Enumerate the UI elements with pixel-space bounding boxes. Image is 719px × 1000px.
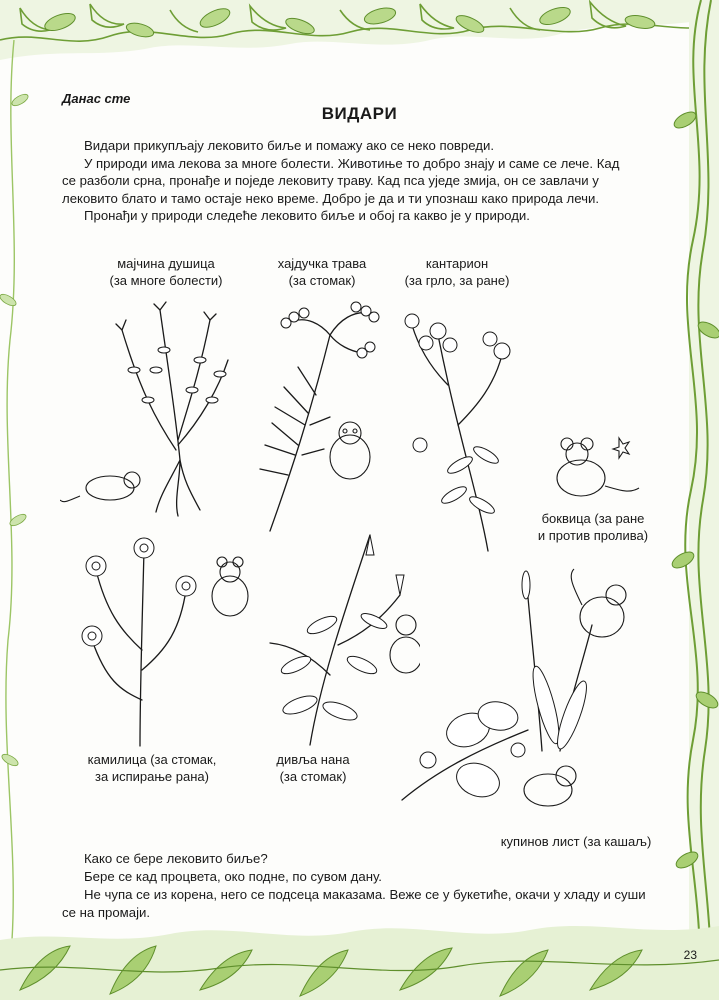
blackberry-illustration: [398, 690, 588, 825]
page-number: 23: [683, 948, 697, 962]
plant-name: купинов лист (за кашаљ): [500, 834, 652, 849]
label-wild-mint: [258, 751, 368, 785]
label-plantain: [528, 510, 658, 544]
intro-paragraph: У природи има лекова за многе болести. Животиње то добро знају и саме се лече. Кад се разболи срна, пронађе и поједе лековиту траву. Кад пса уједе змија, он се завлачи у лековито блато и тамо остаје неко време. Добро је да и ти упознаш како природа лечи.: [62, 155, 620, 206]
thyme-illustration: [60, 290, 260, 520]
harvest-answer: Бере се кад процвета, око подне, по сувом дану.: [84, 869, 382, 884]
top-leaf-border: [0, 0, 719, 92]
section-label: Данас сте: [62, 91, 131, 106]
chamomile-illustration: [70, 530, 250, 750]
label-st-johns-wort: [392, 255, 522, 289]
intro-paragraph: Видари прикупљају лековито биље и помажу ако се неко повреди.: [84, 138, 495, 153]
plant-name: дивља нана: [276, 752, 350, 767]
plant-use: (за многе болести): [109, 273, 223, 288]
harvest-question: Како се бере лековито биље?: [84, 851, 268, 866]
plant-use: (за стомак): [288, 273, 356, 288]
plant-use: (за грло, за ране): [404, 273, 510, 288]
page-title: ВИДАРИ: [321, 104, 398, 123]
plant-name: кантарион: [425, 256, 489, 271]
plant-name: камилица (за стомак,: [87, 752, 217, 767]
wild-mint-illustration: [250, 525, 420, 750]
plant-use: за испирање рана): [95, 769, 209, 784]
st-johns-wort-illustration: [398, 295, 528, 555]
left-vine-border: [0, 40, 40, 940]
label-yarrow: [262, 255, 382, 289]
mouse-illustration: [535, 430, 645, 510]
label-chamomile: [78, 751, 226, 785]
yarrow-illustration: [250, 295, 400, 535]
harvest-method: Не чупа се из корена, него се подсеца маказама. Веже се у букетиће, окачи у хладу и суши се на промаји.: [62, 887, 646, 920]
bottom-leaf-border: [0, 910, 719, 1000]
plant-use: (за стомак): [279, 769, 347, 784]
harvest-instructions: [62, 850, 662, 922]
intro-text: [62, 137, 632, 225]
plant-name: хајдучка трава: [277, 256, 367, 271]
plant-name: мајчина душица: [117, 256, 215, 271]
plant-use: и против пролива): [537, 528, 649, 543]
label-blackberry: [492, 833, 660, 850]
label-thyme: [96, 255, 236, 289]
intro-paragraph: Пронађи у природи следеће лековито биље и обој га какво је у природи.: [84, 208, 530, 223]
plant-name: боквица (за ране: [541, 511, 645, 526]
